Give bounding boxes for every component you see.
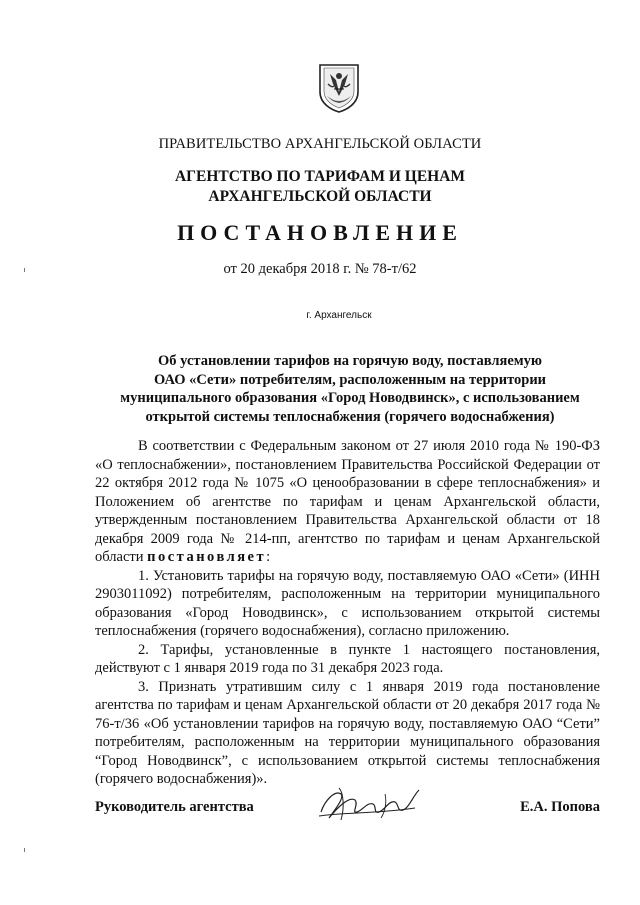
document-type: ПОСТАНОВЛЕНИЕ: [177, 220, 463, 245]
subject-line: Об установлении тарифов на горячую воду, поставляемую: [158, 353, 542, 369]
document-date-number: от 20 декабря 2018 г. № 78-т/62: [223, 261, 417, 277]
document-city: г. Архангельск: [306, 310, 372, 321]
subject-line: муниципального образования «Город Новодвинск», с использованием: [120, 390, 580, 406]
agency-name-line2: АРХАНГЕЛЬСКОЙ ОБЛАСТИ: [208, 188, 432, 205]
item-3-paragraph: 3. Признать утратившим силу с 1 января 2019 года постановление агентства по тарифам и ценам Архангельской области от 20 декабря 2017 года № 76-т/36 «Об установлении тарифов на горячую воду, поставляемую ОАО “Сети” потребителям, расположенным на территории муниципального образования “Город Новодвинск”, с использованием открытой системы теплоснабжения (горячего водоснабжения)».: [95, 678, 600, 787]
item-2-paragraph: 2. Тарифы, установленные в пункте 1 настоящего постановления, действуют с 1 января 2019 года по 31 декабря 2023 года.: [95, 641, 600, 676]
agency-name: [0, 167, 640, 207]
subject-line: открытой системы теплоснабжения (горячего водоснабжения): [145, 408, 555, 425]
document-subject: [100, 352, 600, 426]
margin-tick: [24, 268, 25, 272]
preamble-text: В соответствии с Федеральным законом от 27 июля 2010 года № 190-ФЗ «О теплоснабжении», постановлением Правительства Российской Федерации от 22 октября 2012 года № 1075 «О ценообразовании в сфере теплоснабжения» и Положением об агентстве по тарифам и ценам Архангельской области, утвержденным постановлением Правительства Архангельской области от 18 декабря 2009 года № 214-пп, агентство по тарифам и ценам Архангельской области: [95, 438, 600, 565]
subject-line: ОАО «Сети» потребителям, расположенным на территории: [153, 371, 547, 388]
handwritten-signature-icon: [315, 782, 427, 826]
decree-word: постановляет: [147, 549, 267, 565]
item-1-paragraph: 1. Установить тарифы на горячую воду, поставляемую ОАО «Сети» (ИНН 2903011092) потребителям, расположенным на территории муниципального образования «Город Новодвинск», с использованием открытой системы теплоснабжения (горячего водоснабжения), согласно приложению.: [95, 567, 600, 639]
signatory-name: Е.А. Попова: [520, 799, 600, 815]
document-body: [95, 437, 600, 789]
agency-name-line1: АГЕНТСТВО ПО ТАРИФАМ И ЦЕНАМ: [174, 168, 466, 185]
coat-of-arms-icon: [316, 62, 362, 114]
margin-tick: [24, 848, 25, 852]
signatory-title: Руководитель агентства: [95, 799, 254, 815]
preamble-paragraph: [95, 437, 600, 567]
government-name: ПРАВИТЕЛЬСТВО АРХАНГЕЛЬСКОЙ ОБЛАСТИ: [158, 136, 482, 152]
decree-colon: :: [266, 549, 271, 565]
